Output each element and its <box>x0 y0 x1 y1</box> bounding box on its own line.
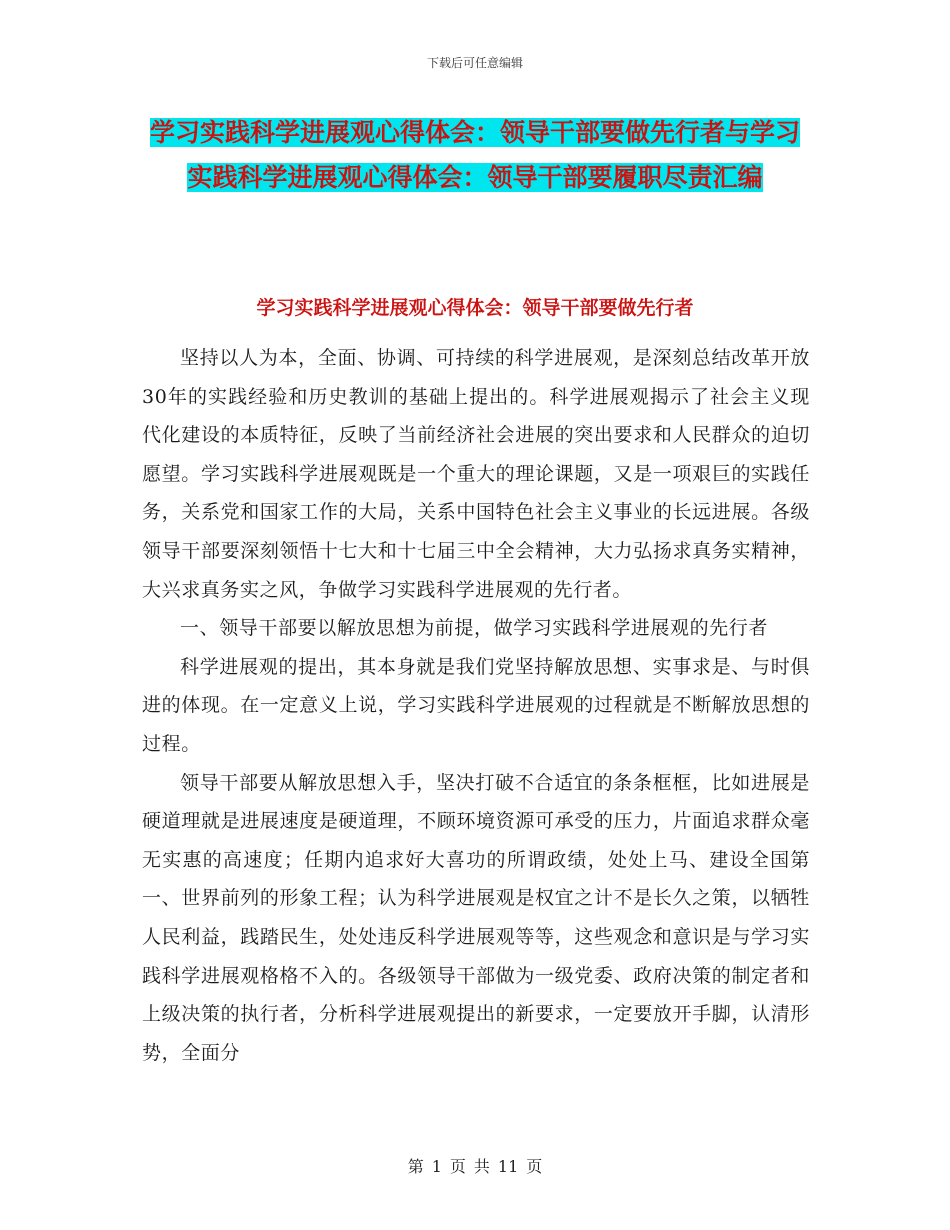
paragraph-4: 领导干部要从解放思想入手，坚决打破不合适宜的条条框框，比如进展是硬道理就是进展速度是硬道理，不顾环境资源可承受的压力，片面追求群众毫无实惠的高速度；任期内追求好大喜功的所谓政绩，处处上马、建设全国第一、世界前列的形象工程；认为科学进展观是权宜之计不是长久之策，以牺牲人民利益，践踏民生，处处违反科学进展观等等，这些观念和意识是与学习实践科学进展观格格不入的。各级领导干部做为一级党委、政府决策的制定者和上级决策的执行者，分析科学进展观提出的新要求，一定要放开手脚，认清形势，全面分 <box>142 771 810 1064</box>
page-total: 11 <box>497 1157 519 1176</box>
page-label-prefix: 第 <box>407 1157 424 1176</box>
paragraph-2: 一、领导干部要以解放思想为前提，做学习实践科学进展观的先行者 <box>180 617 769 640</box>
main-title-highlight: 学习实践科学进展观心得体会：领导干部要做先行者与学习实践科学进展观心得体会：领导干部要履职尽责汇编 <box>149 118 800 192</box>
main-title <box>140 110 810 200</box>
document-body <box>142 339 810 1072</box>
paragraph-3: 科学进展观的提出，其本身就是我们党坚持解放思想、实事求是、与时俱进的体现。在一定意义上说，学习实践科学进展观的过程就是不断解放思想的过程。 <box>142 655 810 755</box>
section-title: 学习实践科学进展观心得体会：领导干部要做先行者 <box>256 297 694 319</box>
header-note: 下载后可任意编辑 <box>426 56 523 70</box>
page-label-mid: 页 <box>449 1157 466 1176</box>
paragraph-1: 坚持以人为本，全面、协调、可持续的科学进展观，是深刻总结改革开放30年的实践经验和历史教训的基础上提出的。科学进展观揭示了社会主义现代化建设的本质特征，反映了当前经济社会进展的突出要求和人民群众的迫切愿望。学习实践科学进展观既是一个重大的理论课题，又是一项艰巨的实践任务，关系党和国家工作的大局，关系中国特色社会主义事业的长远进展。各级领导干部要深刻领悟十七大和十七届三中全会精神，大力弘扬求真务实精神，大兴求真务实之风，争做学习实践科学进展观的先行者。 <box>142 347 810 601</box>
page-label-suffix: 页 <box>526 1157 543 1176</box>
page-label-total-prefix: 共 <box>473 1157 490 1176</box>
page-footer <box>0 1154 950 1177</box>
page-current: 1 <box>431 1157 442 1176</box>
